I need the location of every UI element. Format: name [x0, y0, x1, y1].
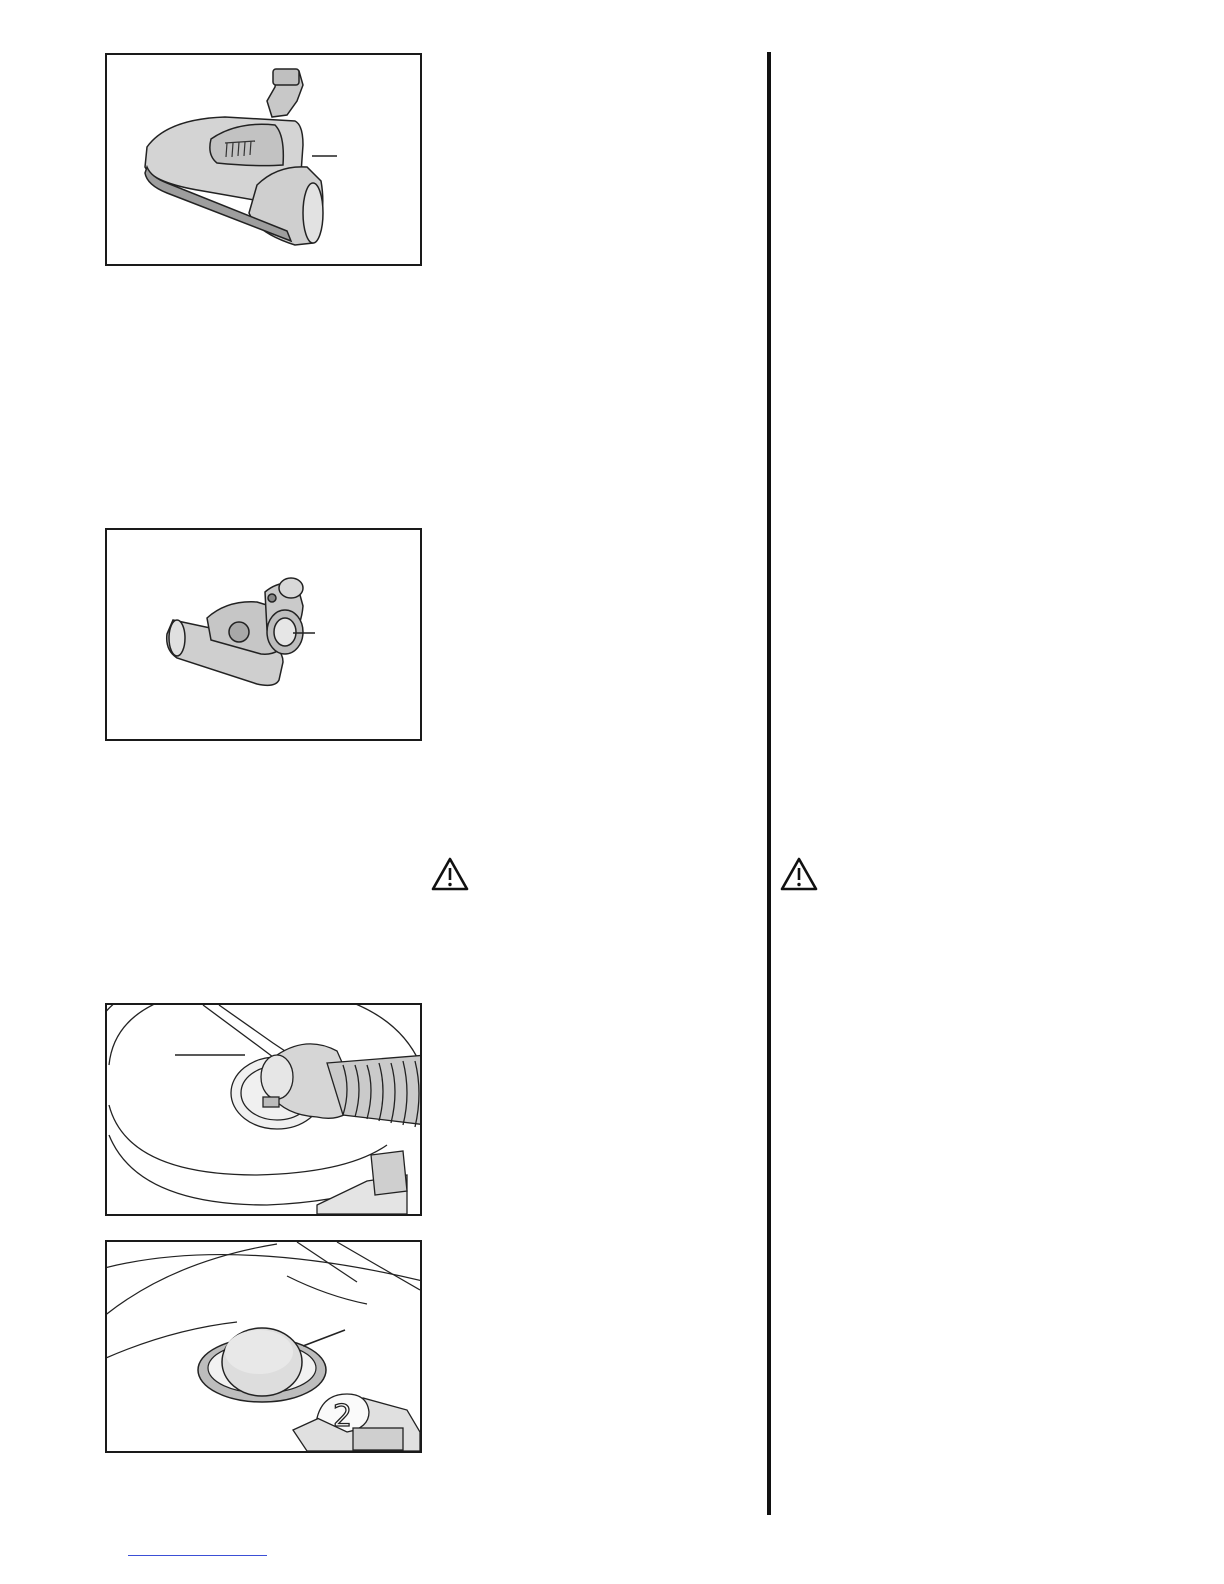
warning-triangle-icon: [780, 857, 818, 891]
column-divider: [767, 52, 771, 1515]
turbo-brush-icon: [107, 55, 420, 264]
mini-turbo-brush-icon: [107, 530, 420, 739]
warning-triangle-icon: [431, 857, 469, 891]
footer-link-underline[interactable]: [128, 1555, 267, 1556]
mini-turbo-brush-figure: [105, 528, 422, 741]
release-button-figure: [105, 1240, 422, 1453]
release-button-icon: [107, 1242, 420, 1451]
hose-socket-icon: [107, 1005, 420, 1214]
hose-socket-figure: [105, 1003, 422, 1216]
svg-text:2: 2: [333, 1399, 353, 1434]
turbo-brush-figure: [105, 53, 422, 266]
